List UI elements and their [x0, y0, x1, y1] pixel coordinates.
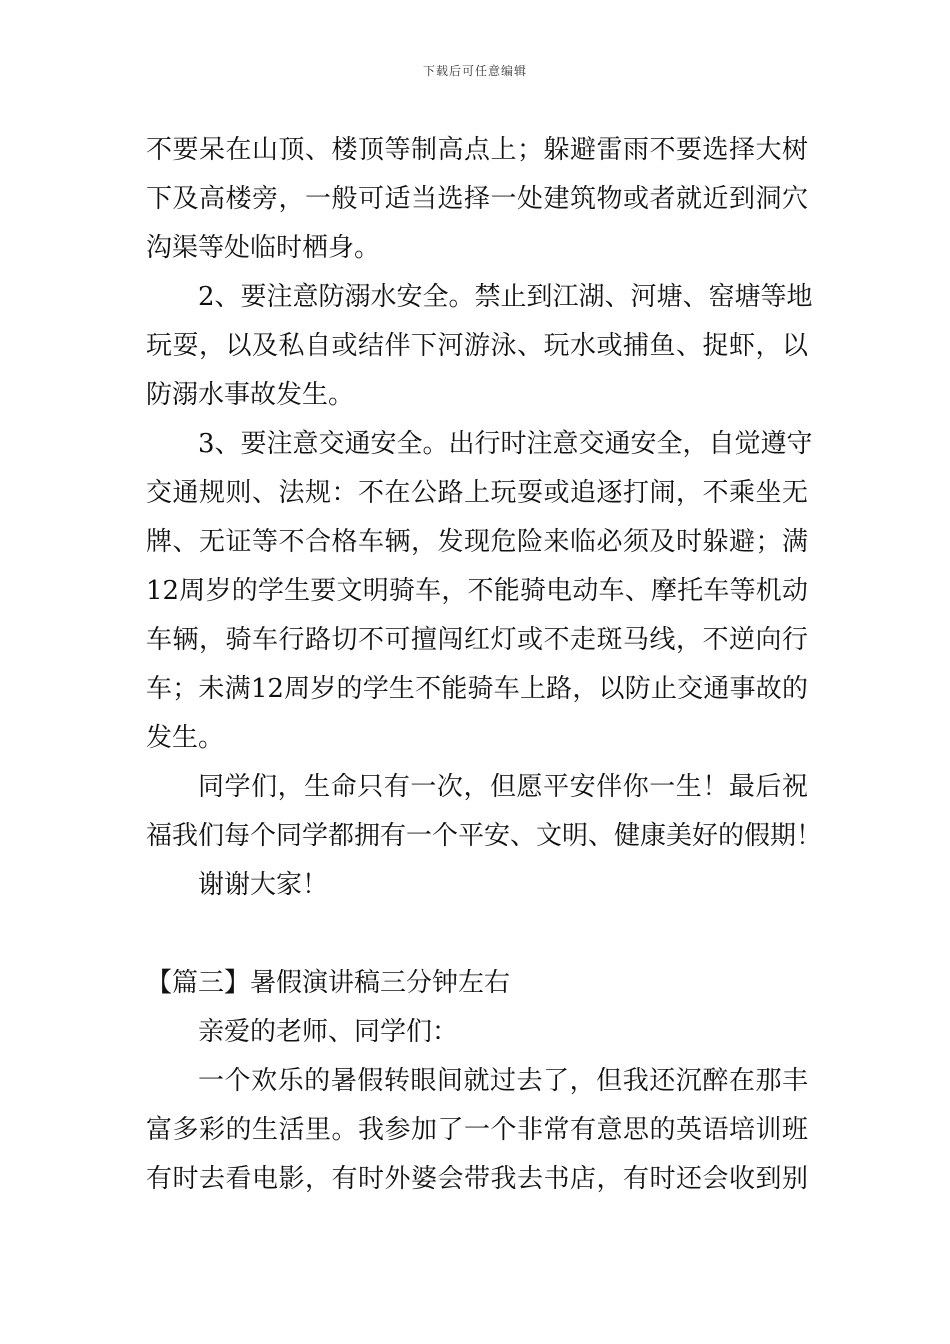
text-line: 不要呆在山顶、楼顶等制高点上；躲避雷雨不要选择大树 — [146, 135, 808, 165]
document-body — [146, 126, 823, 1204]
section-spacer — [146, 910, 808, 959]
text-line: 牌、无证等不合格车辆，发现危险来临必须及时躲避；满 — [146, 527, 808, 557]
paragraph-start-line: 一个欢乐的暑假转眼间就过去了，但我还沉醉在那丰 — [198, 1066, 808, 1096]
paragraph-start-line: 同学们，生命只有一次，但愿平安伴你一生！最后祝 — [198, 772, 808, 802]
text-line: 车辆，骑车行路切不可擅闯红灯或不走斑马线，不逆向行 — [146, 625, 808, 655]
text-line: 玩耍，以及私自或结伴下河游泳、玩水或捕鱼、捉虾，以 — [146, 331, 808, 361]
text-line: 沟渠等处临时栖身。 — [146, 233, 381, 263]
text-line: 发生。 — [146, 723, 225, 753]
paragraph-start-line: 2、要注意防溺水安全。禁止到江湖、河塘、窑塘等地 — [198, 282, 813, 312]
text-line: 福我们每个同学都拥有一个平安、文明、健康美好的假期！ — [146, 821, 823, 851]
closing-thanks: 谢谢大家！ — [198, 870, 329, 900]
text-line: 12周岁的学生要文明骑车，不能骑电动车、摩托车等机动 — [146, 576, 808, 606]
text-line: 有时去看电影，有时外婆会带我去书店，有时还会收到别 — [146, 1164, 808, 1194]
text-line: 下及高楼旁，一般可适当选择一处建筑物或者就近到洞穴 — [146, 184, 808, 214]
text-line: 车；未满12周岁的学生不能骑车上路，以防止交通事故的 — [146, 674, 808, 704]
text-line: 富多彩的生活里。我参加了一个非常有意思的英语培训班 — [146, 1115, 808, 1145]
text-line: 防溺水事故发生。 — [146, 380, 355, 410]
section-heading: 【篇三】暑假演讲稿三分钟左右 — [146, 968, 511, 998]
salutation: 亲爱的老师、同学们： — [198, 1017, 459, 1047]
paragraph-start-line: 3、要注意交通安全。出行时注意交通安全，自觉遵守 — [198, 429, 813, 459]
page-header: 下载后可任意编辑 — [422, 64, 527, 78]
text-line: 交通规则、法规：不在公路上玩耍或追逐打闹，不乘坐无 — [146, 478, 808, 508]
